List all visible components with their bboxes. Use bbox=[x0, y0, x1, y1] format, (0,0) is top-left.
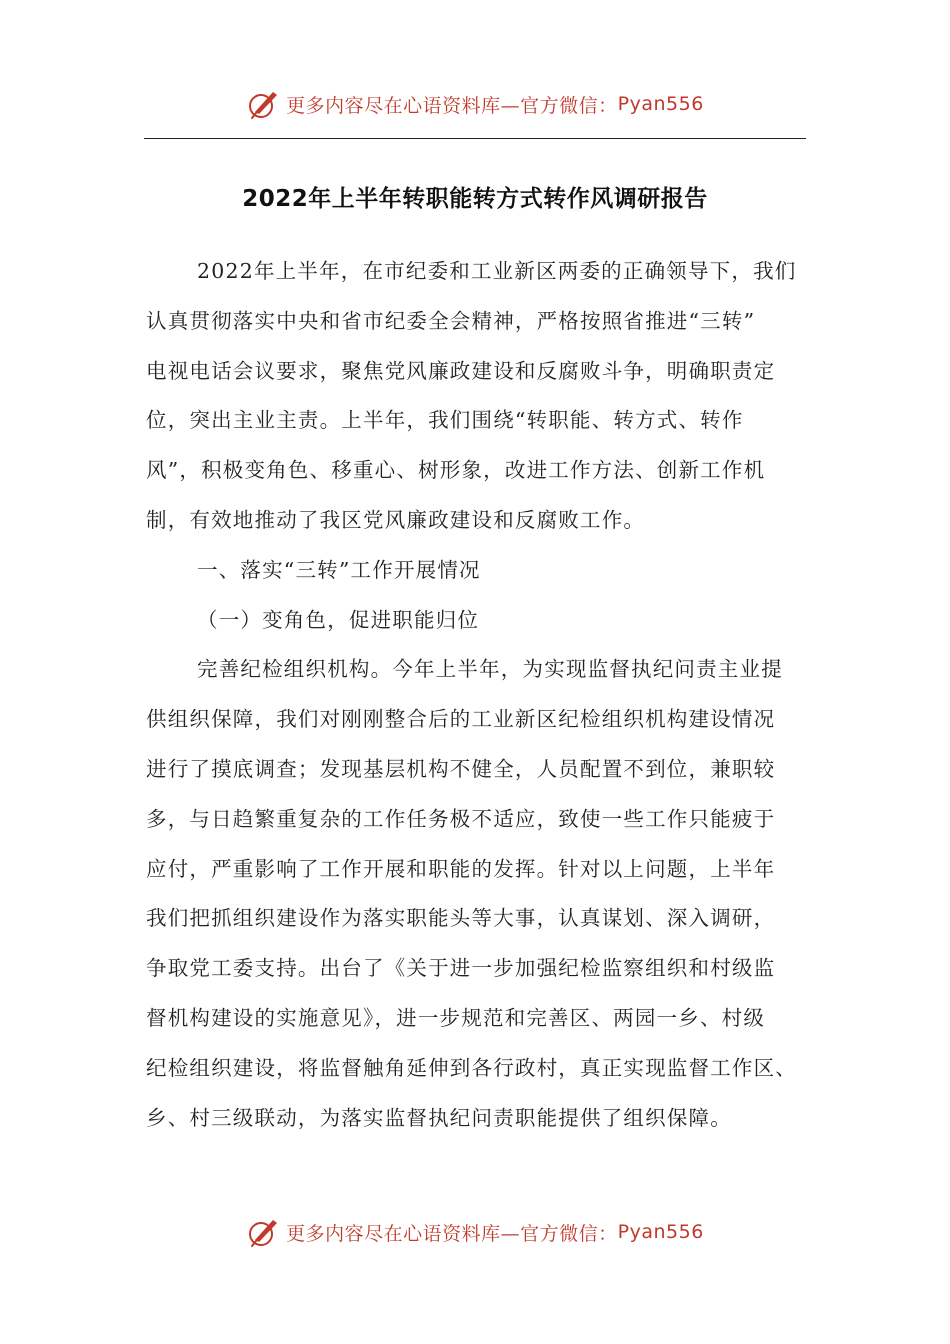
header-divider bbox=[144, 138, 806, 139]
watermark-text: 更多内容尽在心语资料库—官方微信： bbox=[286, 1222, 618, 1245]
section-heading: 一、落实“三转”工作开展情况 bbox=[197, 557, 481, 582]
document-body bbox=[146, 247, 806, 1143]
watermark-wechat-id: Pyan556 bbox=[617, 1221, 704, 1243]
body-line: 纪检组织建设，将监督触角延伸到各行政村，真正实现监督工作区、 bbox=[146, 1055, 797, 1080]
body-line: 进行了摸底调查；发现基层机构不健全，人员配置不到位，兼职较 bbox=[146, 756, 776, 781]
body-line: 完善纪检组织机构。今年上半年，为实现监督执纪问责主业提 bbox=[197, 657, 783, 682]
body-line: 供组织保障，我们对刚刚整合后的工业新区纪检组织机构建设情况 bbox=[146, 707, 776, 732]
watermark-text: 更多内容尽在心语资料库—官方微信： bbox=[286, 94, 618, 117]
body-line: 争取党工委支持。出台了《关于进一步加强纪检监察组织和村级监 bbox=[146, 956, 776, 981]
body-line: 认真贯彻落实中央和省市纪委全会精神，严格按照省推进“三转” bbox=[146, 308, 756, 333]
body-line: 制，有效地推动了我区党风廉政建设和反腐败工作。 bbox=[146, 507, 646, 532]
quill-logo-icon bbox=[246, 1214, 282, 1250]
body-line: 2022年上半年，在市纪委和工业新区两委的正确领导下，我们 bbox=[197, 259, 797, 283]
subsection-heading: （一）变角色，促进职能归位 bbox=[197, 607, 480, 632]
footer-watermark bbox=[0, 1212, 950, 1252]
body-line: 多，与日趋繁重复杂的工作任务极不适应，致使一些工作只能疲于 bbox=[146, 806, 776, 831]
watermark-wechat-id: Pyan556 bbox=[617, 93, 704, 115]
body-line: 应付，严重影响了工作开展和职能的发挥。针对以上问题，上半年 bbox=[146, 856, 776, 881]
body-line: 乡、村三级联动，为落实监督执纪问责职能提供了组织保障。 bbox=[146, 1105, 732, 1130]
document-title: 2022年上半年转职能转方式转作风调研报告 bbox=[242, 186, 708, 212]
body-line: 我们把抓组织建设作为落实职能头等大事，认真谋划、深入调研， bbox=[146, 906, 776, 931]
body-line: 风”，积极变角色、移重心、树形象，改进工作方法、创新工作机 bbox=[146, 458, 766, 483]
header-watermark bbox=[0, 84, 950, 124]
body-line: 位，突出主业主责。上半年，我们围绕“转职能、转方式、转作 bbox=[146, 408, 744, 433]
body-line: 督机构建设的实施意见》，进一步规范和完善区、两园一乡、村级 bbox=[146, 1005, 766, 1030]
body-line: 电视电话会议要求，聚焦党风廉政建设和反腐败斗争，明确职责定 bbox=[146, 358, 776, 383]
quill-logo-icon bbox=[246, 86, 282, 122]
